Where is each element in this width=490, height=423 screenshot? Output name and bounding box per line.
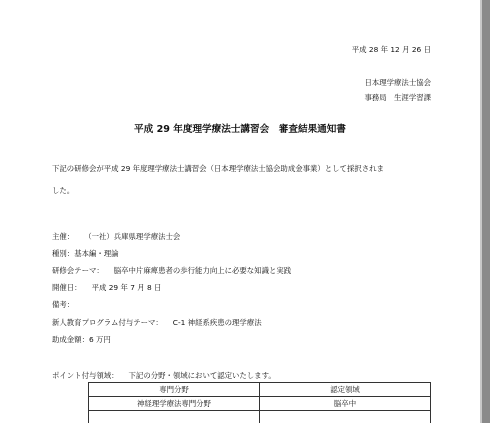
header-specialty: 専門分野 [89, 383, 260, 397]
header-domain: 認定領域 [260, 383, 431, 397]
points-label: ポイント付与領域： [52, 371, 119, 380]
table-cell: 神経理学療法専門分野 [89, 397, 260, 411]
grant-value: 6 万円 [88, 335, 111, 344]
event-date-value: 平成 29 年 7 月 8 日 [91, 283, 162, 292]
theme-field [52, 266, 291, 276]
type-value: 基本編・理論 [74, 249, 119, 258]
program-label: 新人教育プログラム付与テーマ： [52, 318, 163, 327]
type-label: 種別： [52, 249, 75, 258]
intro-line-1: 下記の研修会が平成 29 年度理学療法士講習会（日本理学療法士協会助成金事業）として採択されま [52, 164, 384, 173]
table-cell [89, 411, 260, 423]
intro-line-2: した。 [52, 186, 75, 195]
table-cell: 脳卒中 [260, 397, 431, 411]
notes-field [52, 300, 74, 310]
organizer-value: （一社）兵庫県理学療法士会 [84, 232, 181, 241]
viewer-scrollbar[interactable] [480, 0, 490, 423]
program-field [52, 318, 262, 328]
grant-label: 助成金額： [52, 335, 89, 344]
grant-field [52, 335, 111, 345]
notes-label: 備考： [52, 300, 75, 309]
points-line [52, 371, 276, 381]
program-value: C-1 神経系疾患の理学療法 [172, 318, 262, 327]
issuer-org: 日本理学療法士協会 [364, 78, 431, 87]
organizer-field [52, 232, 180, 242]
table-row [89, 411, 431, 423]
document-title: 平成 29 年度理学療法士講習会 審査結果通知書 [134, 124, 346, 135]
issue-date: 平成 28 年 12 月 26 日 [351, 45, 431, 54]
theme-value: 脳卒中片麻痺患者の歩行能力向上に必要な知識と実践 [113, 266, 292, 275]
table-row [89, 397, 431, 411]
theme-label: 研修会テーマ： [52, 266, 104, 275]
event-date-field [52, 283, 161, 293]
issuer-dept: 事務局 生涯学習課 [364, 93, 431, 102]
certification-table [88, 382, 431, 423]
table-cell [260, 411, 431, 423]
table-header-row [89, 383, 431, 397]
type-field [52, 249, 119, 259]
event-date-label: 開催日： [52, 283, 82, 292]
organizer-label: 主催： [52, 232, 75, 241]
points-text: 下記の分野・領域において認定いたします。 [128, 371, 276, 380]
